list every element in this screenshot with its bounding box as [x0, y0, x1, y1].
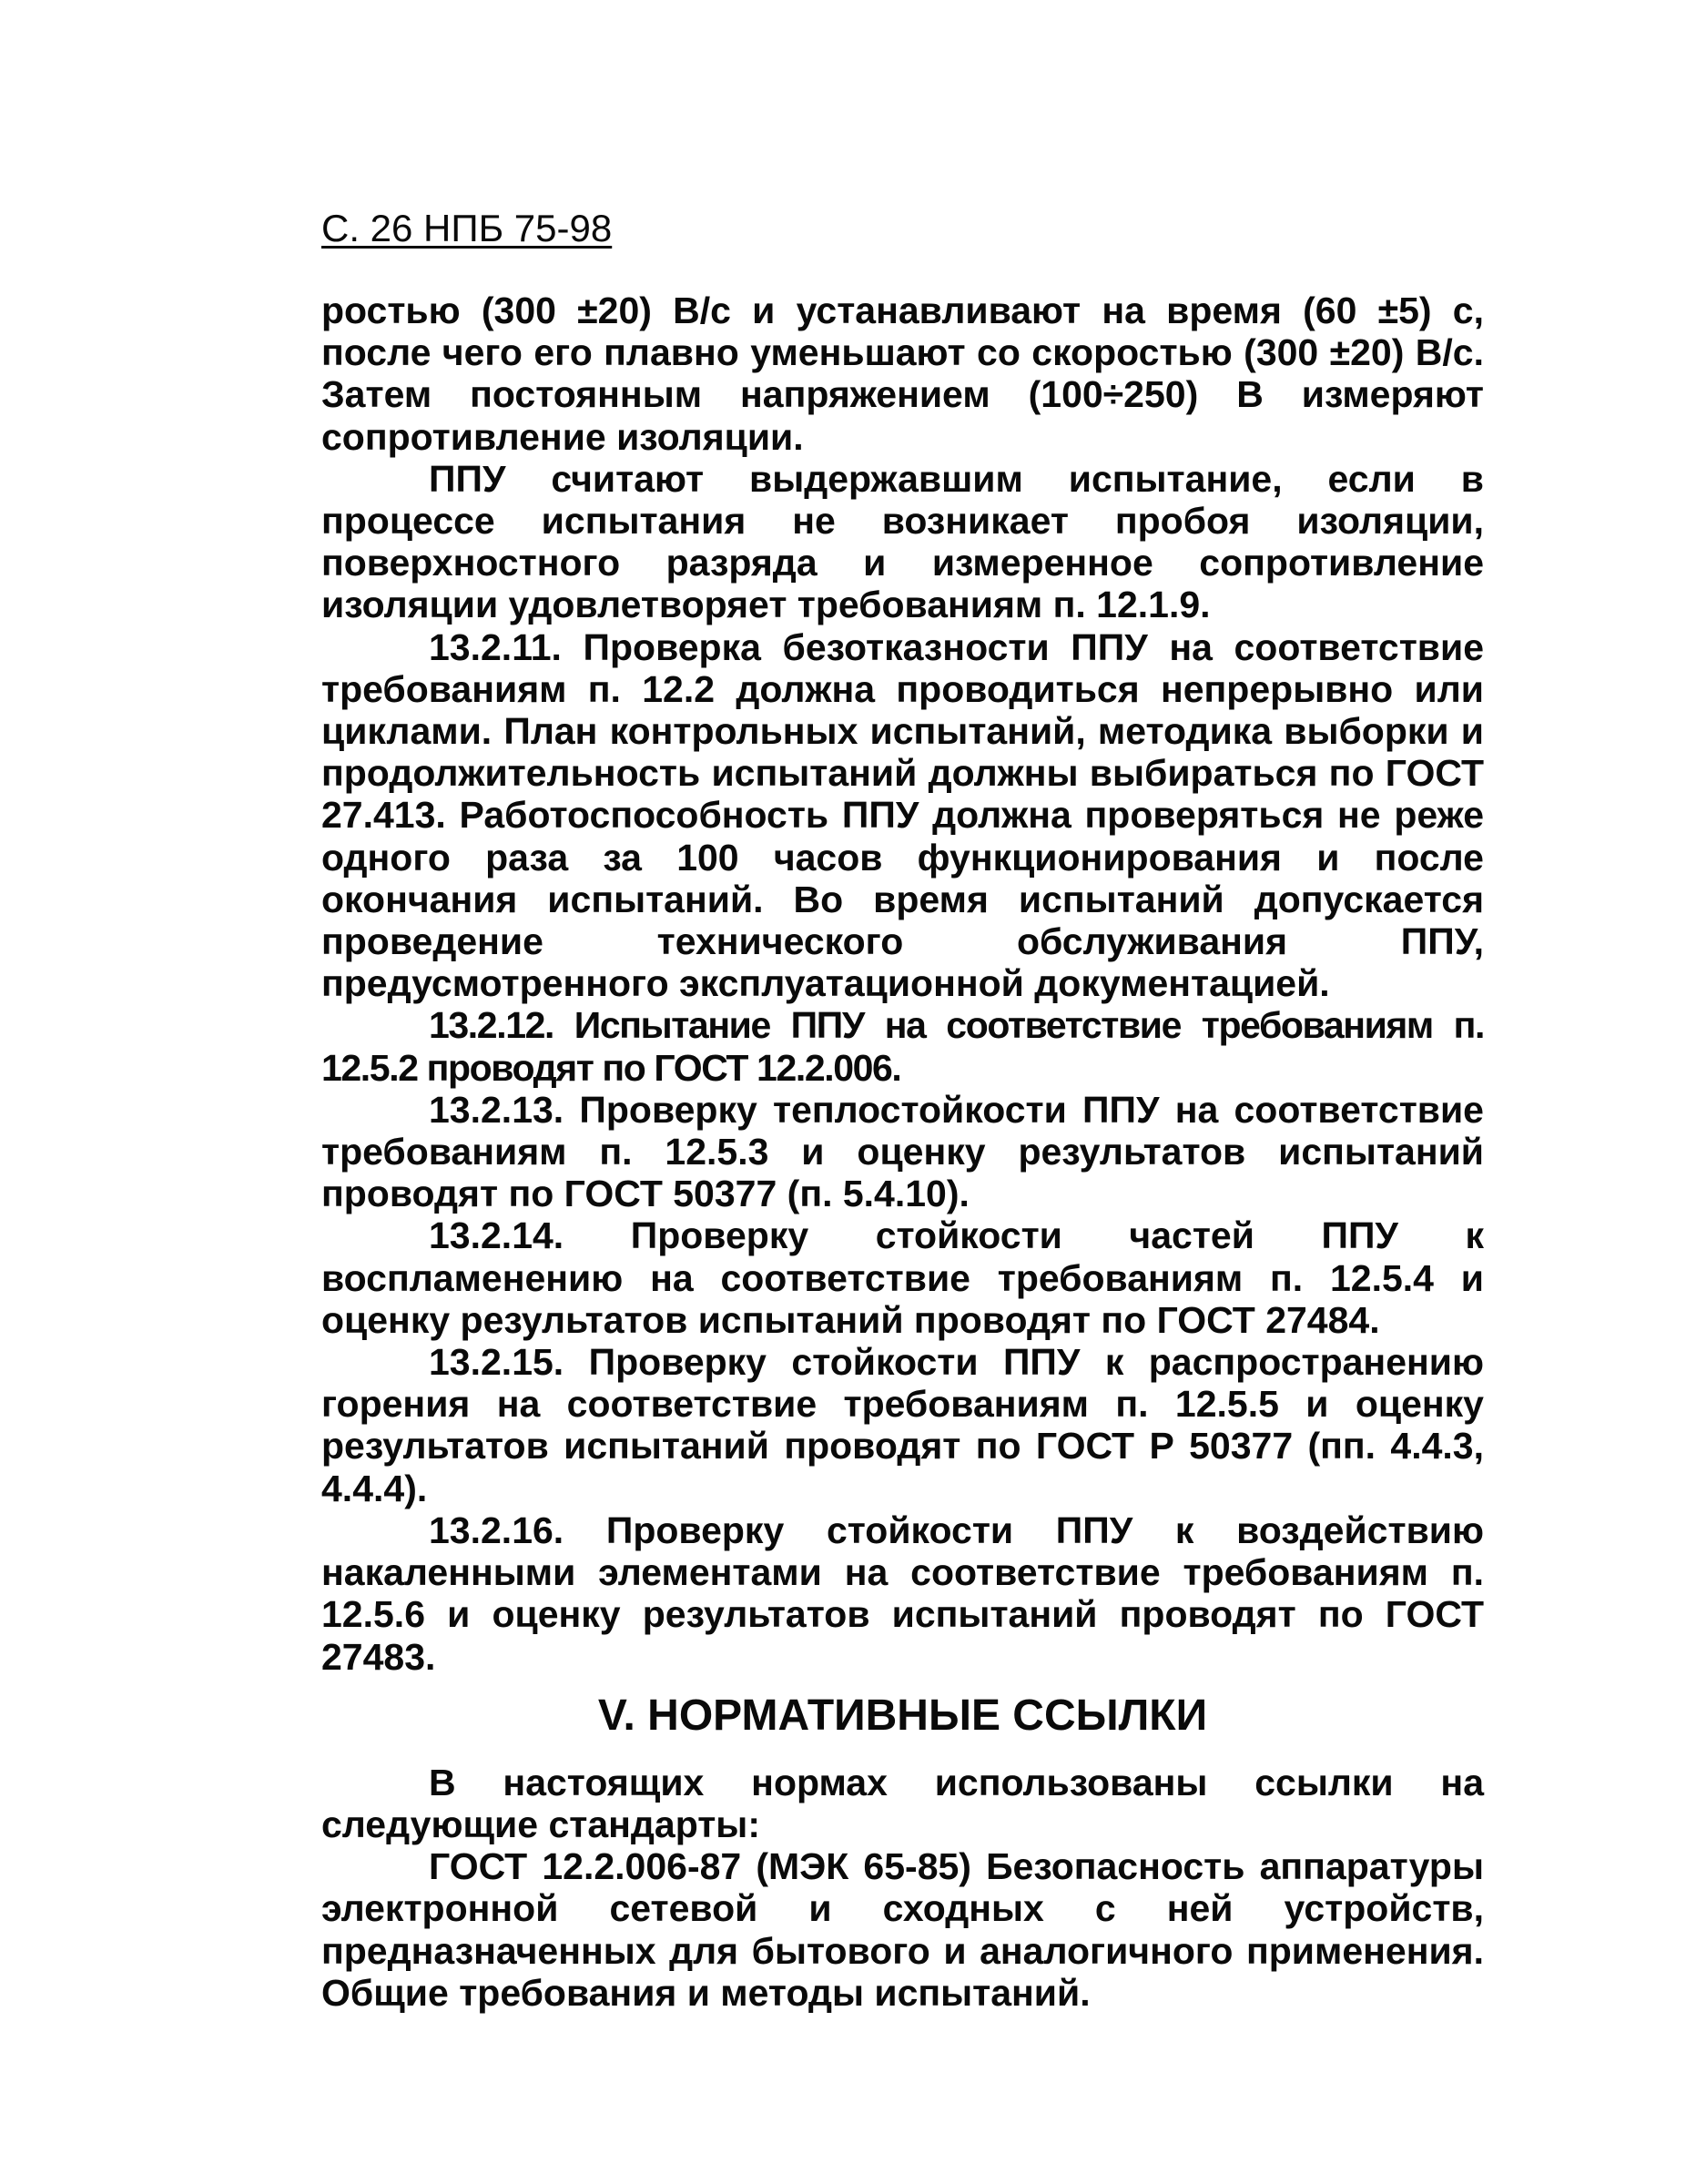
paragraph-references-intro: В настоящих нормах использованы ссылки на следующие стандарты: — [321, 1761, 1484, 1845]
paragraph-continuation: ростью (300 ±20) В/с и устанавливают на время (60 ±5) с, после чего его плавно уменьшают со скоростью (300 ±20) В/с. Затем постоянным напряжением (100÷250) В измеряют сопротивление изоляции. — [321, 290, 1484, 458]
paragraph-13-2-13: 13.2.13. Проверку теплостойкости ППУ на соответствие требованиям п. 12.5.3 и оценку результатов испытаний проводят по ГОСТ 50377 (п. 5.4.10). — [321, 1088, 1484, 1215]
paragraph-13-2-11: 13.2.11. Проверка безотказности ППУ на соответствие требованиям п. 12.2 должна проводиться непрерывно или циклами. План контрольных испытаний, методика выборки и продолжительность испытаний должны выбираться по ГОСТ 27.413. Работоспособность ППУ должна проверяться не реже одного раза за 100 часов функционирования и после окончания испытаний. Во время испытаний допускается проведение технического обслуживания ППУ, предусмотренного эксплуатационной документацией. — [321, 625, 1484, 1005]
paragraph-test-result: ППУ считают выдержавшим испытание, если в процессе испытания не возникает пробоя изоляции, поверхностного разряда и измеренное сопротивление изоляции удовлетворяет требованиям п. 12.1.9. — [321, 457, 1484, 626]
paragraph-13-2-12: 13.2.12. Испытание ППУ на соответствие требованиям п. 12.5.2 проводят по ГОСТ 12.2.006. — [321, 1004, 1484, 1089]
page-header: С. 26 НПБ 75-98 — [321, 207, 613, 249]
paragraph-13-2-15: 13.2.15. Проверку стойкости ППУ к распространению горения на соответствие требованиям п. 12.5.5 и оценку результатов испытаний проводят по ГОСТ Р 50377 (пп. 4.4.3, 4.4.4). — [321, 1341, 1484, 1509]
paragraph-13-2-16: 13.2.16. Проверку стойкости ППУ к воздействию накаленными элементами на соответствие требованиям п. 12.5.6 и оценку результатов испытаний проводят по ГОСТ 27483. — [321, 1508, 1484, 1678]
paragraph-reference-gost: ГОСТ 12.2.006-87 (МЭК 65-85) Безопасность аппаратуры электронной сетевой и сходных с ней устройств, предназначенных для бытового и аналогичного применения. Общие требования и методы испытаний. — [321, 1845, 1484, 2014]
document-body — [321, 290, 1484, 2014]
paragraph-13-2-14: 13.2.14. Проверку стойкости частей ППУ к воспламенению на соответствие требованиям п. 12.5.4 и оценку результатов испытаний проводят по ГОСТ 27484. — [321, 1214, 1484, 1341]
section-heading: V. НОРМАТИВНЫЕ ССЫЛКИ — [597, 1691, 1208, 1740]
